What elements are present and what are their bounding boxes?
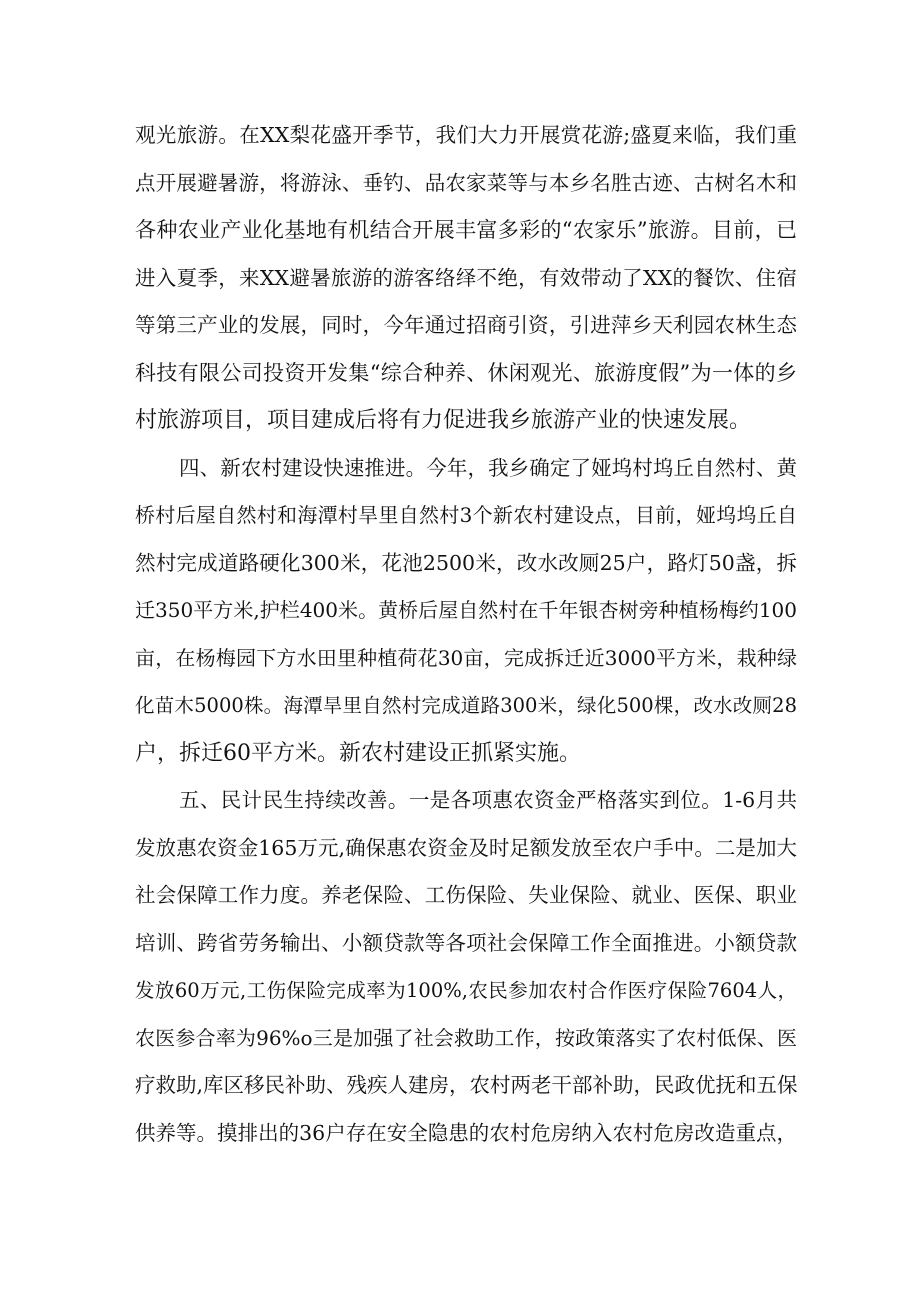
text-line: 桥村后屋自然村和海潭村旱里自然村3个新农村建设点，目前，娅坞坞丘自	[135, 503, 797, 527]
text-line: 进入夏季，来XX避暑旅游的游客络绎不绝，有效带动了XX的餐饮、住宿	[135, 265, 797, 290]
text-line: 四、新农村建设快速推进。今年，我乡确定了娅坞村坞丘自然村、黄	[179, 455, 797, 480]
text-line: 发放60万元,工伤保险完成率为100%,农民参加农村合作医疗保险7604人，	[135, 979, 797, 1002]
text-line: 化苗木5000株。海潭旱里自然村完成道路300米，绿化500棵，改水改厕28	[135, 694, 797, 717]
text-line: 发放惠农资金165万元,确保惠农资金及时足额发放至农户手中。二是加大	[135, 835, 797, 860]
text-line: 农医参合率为96%o三是加强了社会救助工作，按政策落实了农村低保、医	[135, 1025, 797, 1050]
text-line: 疗救助,库区移民补助、残疾人建房，农村两老干部补助，民政优抚和五保	[135, 1073, 798, 1097]
text-line: 然村完成道路硬化300米，花池2500米，改水改厕25户，路灯50盏，拆	[135, 550, 797, 575]
document-body	[135, 112, 797, 1157]
text-line: 迁350平方米,护栏400米。黄桥后屋自然村在千年银杏树旁种植杨梅约100	[135, 598, 797, 622]
text-line: 各种农业产业化基地有机结合开展丰富多彩的“农家乐”旅游。目前，已	[135, 218, 797, 242]
text-line: 供养等。摸排出的36户存在安全隐患的农村危房纳入农村危房改造重点，	[135, 1120, 797, 1145]
text-line: 点开展避暑游，将游泳、垂钓、品农家菜等与本乡名胜古迹、古树名木和	[135, 170, 797, 195]
text-line: 等第三产业的发展，同时，今年通过招商引资，引进萍乡天利园农林生态	[135, 313, 797, 337]
paragraph-new-countryside	[135, 445, 797, 778]
text-line: 社会保障工作力度。养老保险、工伤保险、失业保险、就业、医保、职业	[135, 883, 797, 907]
text-line: 村旅游项目，项目建成后将有力促进我乡旅游产业的快速发展。	[135, 408, 752, 433]
paragraph-rural-tourism	[135, 112, 797, 445]
text-line: 亩，在杨梅园下方水田里种植荷花30亩，完成拆迁近3000平方米，栽种绿	[135, 645, 797, 670]
text-line: 五、民计民生持续改善。一是各项惠农资金严格落实到位。1-6月共	[179, 788, 797, 812]
text-line: 观光旅游。在XX梨花盛开季节，我们大力开展赏花游;盛夏来临，我们重	[135, 123, 797, 147]
text-line: 培训、跨省劳务输出、小额贷款等各项社会保障工作全面推进。小额贷款	[135, 930, 797, 955]
text-line: 户，拆迁60平方米。新农村建设正抓紧实施。	[135, 740, 581, 766]
paragraph-livelihood	[135, 777, 797, 1157]
text-line: 科技有限公司投资开发集“综合种养、休闲观光、旅游度假”为一体的乡	[135, 360, 797, 385]
